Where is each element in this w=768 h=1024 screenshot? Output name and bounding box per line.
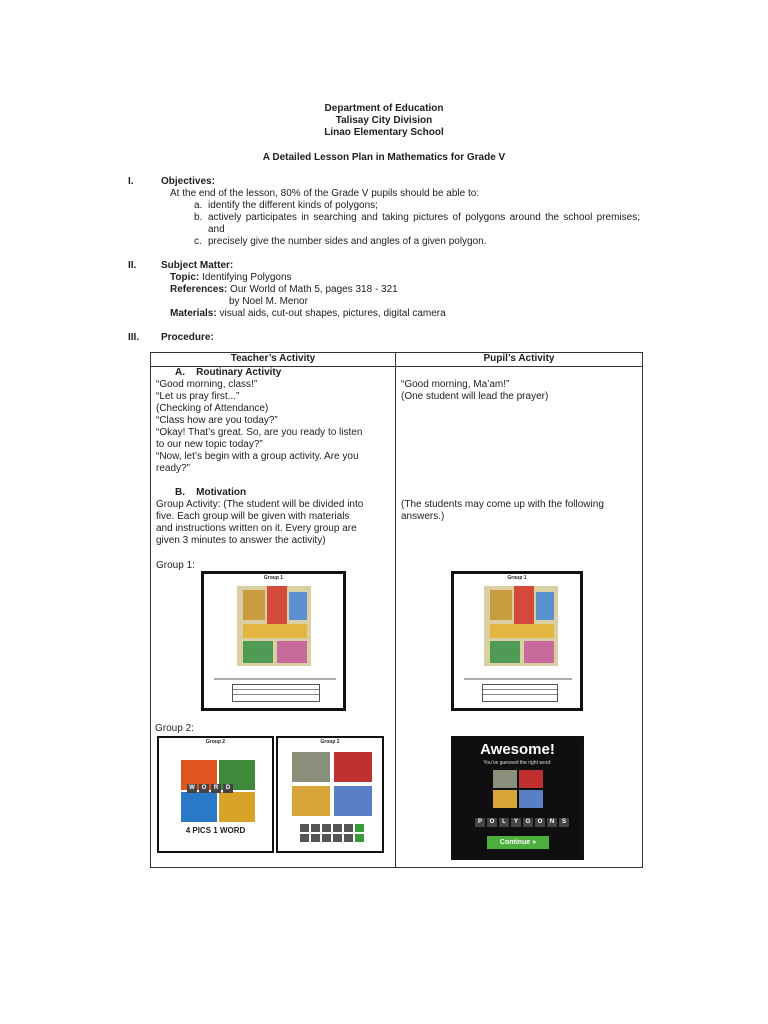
procedure-heading	[128, 332, 214, 343]
answer-tile: O	[487, 818, 497, 827]
objective-b-text: actively participates in searching and taking pictures of polygons around the school premises; and	[208, 212, 640, 235]
teacher-column-header: Teacher’s Activity	[151, 353, 396, 367]
objective-b-letter: b.	[194, 212, 203, 223]
awesome-subtitle: You’ve guessed the right word:	[483, 760, 552, 766]
topic-label: Topic:	[170, 272, 200, 283]
objective-c-text: precisely give the number sides and angles of a given polygon.	[208, 236, 487, 247]
objectives-label: Objectives:	[161, 176, 215, 187]
answer-tile: P	[475, 818, 485, 827]
teacher-line: “Okay! That’s great. So, are you ready to listen	[156, 427, 363, 438]
materials-label: Materials:	[170, 308, 217, 319]
materials-line	[170, 308, 446, 319]
materials-value: visual aids, cut-out shapes, pictures, digital camera	[219, 308, 446, 319]
teacher-line: Group Activity: (The student will be divided into	[156, 499, 364, 510]
awesome-answer-image	[451, 736, 584, 860]
group1-pic-title: Group 1	[263, 575, 284, 581]
group2-puzzle-title: Group 2	[320, 739, 340, 745]
group1-answer-image	[451, 571, 583, 711]
awesome-title: Awesome!	[480, 741, 555, 758]
word-tiles	[187, 784, 233, 793]
objectives-num: I.	[128, 176, 134, 187]
teacher-line: “Good morning, class!”	[156, 379, 258, 390]
objectives-heading	[128, 176, 215, 187]
teacher-line: ready?”	[156, 463, 190, 474]
answer-tile: L	[499, 818, 509, 827]
word-tile: O	[199, 784, 209, 793]
procedure-num: III.	[128, 332, 140, 343]
topic-value: Identifying Polygons	[202, 272, 292, 283]
author-line: by Noel M. Menor	[229, 296, 308, 307]
group1-answer-title: Group 1	[507, 575, 527, 581]
polygon-poster	[237, 586, 311, 666]
pupil-line: answers.)	[401, 511, 445, 522]
letter-keys	[300, 824, 364, 842]
references-line	[170, 284, 398, 295]
section-b-heading	[175, 487, 246, 498]
teacher-line: given 3 minutes to answer the activity)	[156, 535, 326, 546]
teacher-line: (Checking of Attendance)	[156, 403, 269, 414]
answer-tile: G	[523, 818, 533, 827]
teacher-line: and instructions written on it. Every group are	[156, 523, 357, 534]
objective-a-letter: a.	[194, 200, 203, 211]
word-tile: W	[187, 784, 197, 793]
group1-worksheet-image	[201, 571, 346, 711]
word-tile: R	[211, 784, 221, 793]
section-b-label: Motivation	[196, 487, 247, 498]
group2-label: Group 2:	[155, 723, 194, 734]
answer-tile: N	[547, 818, 557, 827]
objective-c-letter: c.	[194, 236, 202, 247]
teacher-line: “Now, let’s begin with a group activity. Are you	[156, 451, 359, 462]
answer-tiles	[475, 818, 569, 827]
word-tile: D	[223, 784, 233, 793]
references-label: References:	[170, 284, 228, 295]
four-pics-logo-image	[157, 736, 274, 853]
topic-line	[170, 272, 292, 283]
objectives-intro: At the end of the lesson, 80% of the Grade V pupils should be able to:	[170, 188, 480, 199]
section-a-letter: A.	[175, 367, 185, 378]
teacher-line: “Class how are you today?”	[156, 415, 278, 426]
answer-tile: Y	[511, 818, 521, 827]
pupil-column-header: Pupil’s Activity	[396, 353, 643, 367]
polygon-poster-answer	[484, 586, 558, 666]
objective-a-text: identify the different kinds of polygons;	[208, 200, 378, 211]
section-b-letter: B.	[175, 487, 185, 498]
references-value: Our World of Math 5, pages 318 - 321	[230, 284, 398, 295]
pupil-line: “Good morning, Ma’am!”	[401, 379, 510, 390]
lesson-title: A Detailed Lesson Plan in Mathematics for Grade V	[262, 152, 506, 163]
section-a-heading	[175, 367, 281, 378]
teacher-line: “Let us pray first...”	[156, 391, 240, 402]
division-line: Talisay City Division	[335, 115, 433, 126]
teacher-line: to our new topic today?”	[156, 439, 263, 450]
section-a-label: Routinary Activity	[196, 367, 282, 378]
subject-matter-num: II.	[128, 260, 137, 271]
group1-label: Group 1:	[156, 560, 195, 571]
teacher-line: five. Each group will be given with materials	[156, 511, 350, 522]
four-pics-puzzle-image	[276, 736, 384, 853]
answer-tile: O	[535, 818, 545, 827]
four-pics-logo-text: 4 PICS 1 WORD	[185, 826, 246, 835]
answer-tile: S	[559, 818, 569, 827]
pupil-line: (The students may come up with the following	[401, 499, 604, 510]
subject-matter-label: Subject Matter:	[161, 260, 234, 271]
continue-button[interactable]: Continue »	[487, 836, 549, 849]
school-line: Linao Elementary School	[324, 127, 444, 138]
dept-line: Department of Education	[324, 103, 444, 114]
group2-pic-title: Group 2	[205, 739, 226, 745]
subject-matter-heading	[128, 260, 233, 271]
pupil-line: (One student will lead the prayer)	[401, 391, 549, 402]
procedure-label: Procedure:	[161, 332, 214, 343]
